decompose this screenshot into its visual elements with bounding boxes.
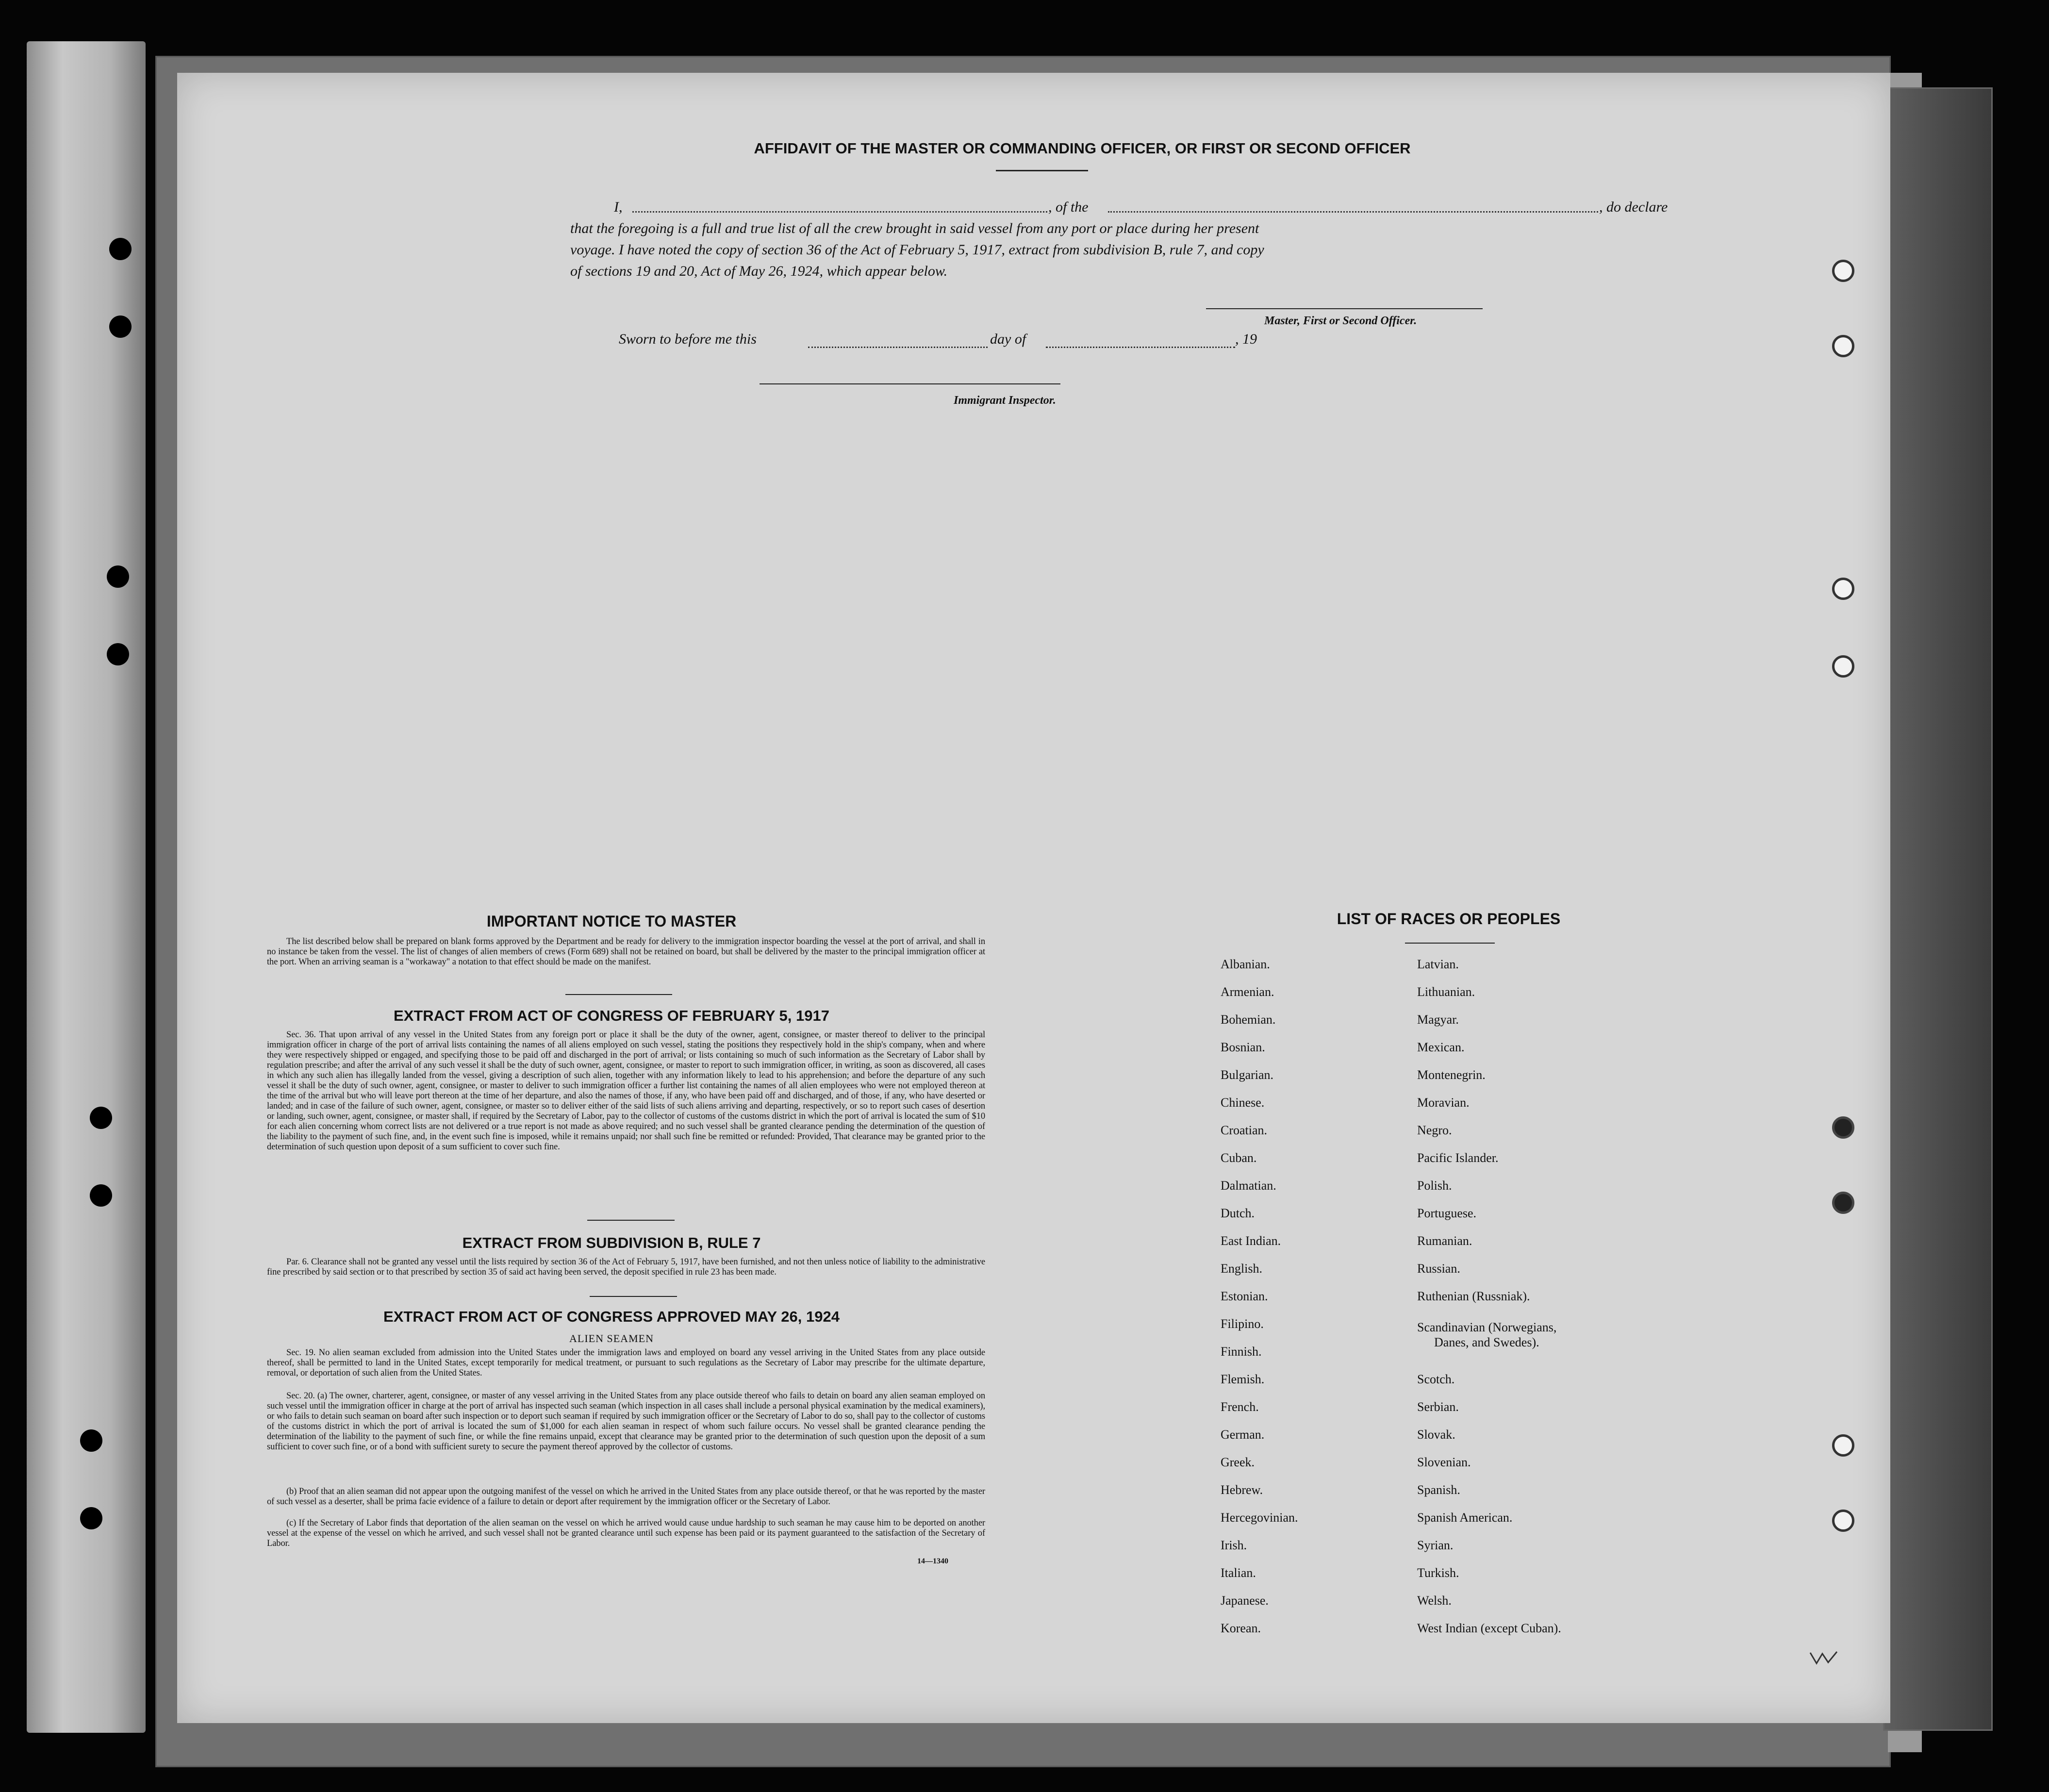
master-signature-line[interactable] (1206, 308, 1483, 309)
race-item: Rumanian. (1417, 1234, 1472, 1248)
race-item: Hercegovinian. (1221, 1510, 1298, 1525)
race-item: Dalmatian. (1221, 1178, 1276, 1193)
race-item: Filipino. (1221, 1317, 1264, 1331)
race-item: Moravian. (1417, 1095, 1470, 1110)
race-item: Danes, and Swedes). (1434, 1335, 1539, 1349)
race-item: West Indian (except Cuban). (1417, 1621, 1561, 1635)
sworn-before-label: Sworn to before me this (619, 331, 757, 347)
race-item: Hebrew. (1221, 1483, 1263, 1497)
race-item: Chinese. (1221, 1095, 1265, 1110)
race-item: Bulgarian. (1221, 1068, 1274, 1082)
race-item: Montenegrin. (1417, 1068, 1486, 1082)
race-item: Dutch. (1221, 1206, 1255, 1220)
extract-1924-title: EXTRACT FROM ACT OF CONGRESS APPROVED MAY 26, 1924 (383, 1308, 840, 1325)
race-item: Magyar. (1417, 1012, 1459, 1027)
race-item: Korean. (1221, 1621, 1261, 1635)
race-item: Latvian. (1417, 957, 1459, 971)
race-item: Lithuanian. (1417, 985, 1475, 999)
affidavit-i: I, (614, 199, 623, 215)
affidavit-of-the: , of the (1048, 199, 1089, 215)
day-of-label: day of (990, 331, 1026, 347)
page-hole (1832, 655, 1854, 678)
race-item: Negro. (1417, 1123, 1452, 1137)
form-number: 14—1340 (917, 1557, 948, 1565)
race-item: Spanish American. (1417, 1510, 1513, 1525)
binder-strip (27, 41, 146, 1733)
page-hole (1832, 1116, 1854, 1139)
race-item: Japanese. (1221, 1593, 1269, 1608)
race-item: Croatian. (1221, 1123, 1268, 1137)
race-item: Bosnian. (1221, 1040, 1265, 1054)
races-title: LIST OF RACES OR PEOPLES (1337, 910, 1561, 928)
divider (565, 994, 672, 995)
race-item: Estonian. (1221, 1289, 1268, 1303)
divider (590, 1296, 677, 1297)
year-label: , 19 (1235, 331, 1257, 347)
alien-seamen-subtitle: ALIEN SEAMEN (569, 1332, 654, 1344)
race-item: Ruthenian (Russniak). (1417, 1289, 1530, 1303)
race-item: French. (1221, 1400, 1259, 1414)
race-item: Finnish. (1221, 1344, 1262, 1359)
sec-19-body: Sec. 19. No alien seaman excluded from admission into the United States under the immigration laws and employed on board any vessel arriving in the United States from any place outside thereof, shall be permitted to land in the United States, except temporarily for medical treatment, or pursuant to such regulations as the Secretary of Labor may prescribe for the ultimate departure, removal, or deportation of such alien from the United States. (267, 1348, 985, 1378)
race-item: Irish. (1221, 1538, 1247, 1552)
race-item: Turkish. (1417, 1566, 1459, 1580)
race-item: Greek. (1221, 1455, 1255, 1469)
sec-20a-body: Sec. 20. (a) The owner, charterer, agent, consignee, or master of any vessel arriving in the United States from any place outside thereof who fails to detain on board any alien seaman employed on such vessel until the immigration officer in charge at the port of arrival has inspected such seaman (which inspection in all cases shall include a personal physical examination by the medical examiners), or who fails to detain such seaman on board after such inspection or to deport such seaman if required by such immigration officer or the Secretary of Labor to do so, shall pay to the collector of customs of the customs district in which the port of arrival is located the sum of $1,000 for each alien seaman in respect of whom such failure occurs. No vessel shall be granted clearance pending the determination of the liability to the payment of such fine, or while the fine remains unpaid, except that clearance may be granted prior to the determination of such question upon the deposit of a sum sufficient to cover such fine, or of a bond with sufficient surety to secure the payment thereof approved by the collector of customs. (267, 1391, 985, 1452)
page-hole (1832, 335, 1854, 357)
divider (996, 170, 1088, 171)
affidavit-body (570, 197, 1701, 282)
back-sheet-edge (1883, 87, 1993, 1731)
affidavit-line-2: that the foregoing is a full and true list of all the crew brought in said vessel from any port or place during her present (570, 220, 1259, 236)
binder-hole (90, 1107, 112, 1129)
race-item: East Indian. (1221, 1234, 1281, 1248)
race-item: English. (1221, 1261, 1262, 1276)
race-item: Scotch. (1417, 1372, 1455, 1386)
binder-hole (80, 1429, 102, 1452)
race-item: Flemish. (1221, 1372, 1265, 1386)
race-item: Syrian. (1417, 1538, 1454, 1552)
position-field[interactable] (1108, 211, 1598, 213)
check-mark-icon (1808, 1648, 1842, 1667)
race-item: Cuban. (1221, 1151, 1257, 1165)
affidavit-line-4: of sections 19 and 20, Act of May 26, 1924, which appear below. (570, 263, 948, 279)
race-item: Polish. (1417, 1178, 1452, 1193)
race-item: German. (1221, 1427, 1265, 1442)
document-page (177, 73, 1890, 1723)
affidavit-title: AFFIDAVIT OF THE MASTER OR COMMANDING OFFICER, OR FIRST OR SECOND OFFICER (754, 140, 1411, 157)
binder-hole (107, 643, 129, 665)
race-item: Russian. (1417, 1261, 1460, 1276)
race-item: Bohemian. (1221, 1012, 1276, 1027)
master-signature-label: Master, First or Second Officer. (1264, 315, 1417, 327)
divider (587, 1220, 675, 1221)
affidavit-line-3: voyage. I have noted the copy of section 36 of the Act of February 5, 1917, extract from subdivision B, rule 7, and copy (570, 242, 1264, 258)
sworn-month-field[interactable] (1046, 347, 1235, 348)
race-item: Italian. (1221, 1566, 1256, 1580)
inspector-label: Immigrant Inspector. (954, 394, 1056, 407)
extract-rule7-title: EXTRACT FROM SUBDIVISION B, RULE 7 (462, 1234, 761, 1251)
sec-20b-body: (b) Proof that an alien seaman did not appear upon the outgoing manifest of the vessel on which he arrived in the United States from any place outside thereof, or that he was reported by the master of such vessel as a deserter, shall be prima facie evidence of a failure to detain or deport after requirement by the immigration officer or the Secretary of Labor. (267, 1487, 985, 1507)
inspector-signature-line[interactable] (760, 383, 1060, 384)
notice-body: The list described below shall be prepared on blank forms approved by the Department and be ready for delivery to the immigration inspector boarding the vessel at the port of arrival, and shall in no instance be taken from the vessel. The list of changes of alien members of crews (Form 689) shall not be retained on board, but shall be delivered by the master to the principal immigration officer at the port. When an arriving seaman is a "workaway" a notation to that effect should be made on the manifest. (267, 937, 985, 967)
race-item: Scandinavian (Norwegians, (1417, 1320, 1557, 1334)
race-item: Spanish. (1417, 1483, 1460, 1497)
extract-1917-body: Sec. 36. That upon arrival of any vessel in the United States from any foreign port or place it shall be the duty of the owner, agent, consignee, or master thereof to deliver to the principal immigration officer in charge of the port of arrival lists containing the names of all aliens employed on such vessel, stating the positions they respectively hold in the ship's company, when and where they were respectively shipped or engaged, and specifying those to be paid off and discharged in the port of arrival; or lists containing so much of such information as the Secretary of Labor shall by regulation prescribe; and after the arrival of any such vessel it shall be the duty of such owner, agent, consignee, or master to report to such immigration officer, in writing, as soon as discovered, all cases in which any such alien has illegally landed from the vessel, giving a description of such alien, together with any information likely to lead to his apprehension; and before the departure of any such vessel it shall be the duty of such owner, agent, consignee, or master to deliver to such immigration officer a further list containing the names of all alien employees who were not employed thereon at the time of the arrival but who will leave port thereon at the time of her departure, and also the names of those, if any, who have been paid off and discharged, and of those, if any, who have deserted or landed; and in case of the failure of such owner, agent, consignee, or master so to deliver either of the said lists of such aliens arriving and departing, respectively, or so to report such cases of desertion or landing, such owner, agent, consignee, or master shall, if required by the Secretary of Labor, pay to the collector of customs of the customs district in which the port of arrival is located the sum of $10 for each alien concerning whom correct lists are not delivered or a true report is not made as above required; and no such vessel shall be granted clearance pending the determination of the question of the liability to the payment of such fine, and, in the event such fine is imposed, while it remains unpaid; nor shall such fine be remitted or refunded: Provided, That clearance may be granted prior to the determination of such question upon deposit of a sum sufficient to cover such fine. (267, 1030, 985, 1152)
race-item: Welsh. (1417, 1593, 1452, 1608)
page-hole (1832, 1510, 1854, 1532)
sec-20c-body: (c) If the Secretary of Labor finds that deportation of the alien seaman on the vessel on which he arrived would cause undue hardship to such seaman he may cause him to be deported on another vessel at the expense of the vessel on which he arrived, and such vessel shall not be granted clearance until such expense has been paid or its payment guaranteed to the satisfaction of the Secretary of Labor. (267, 1518, 985, 1548)
race-item: Pacific Islander. (1417, 1151, 1499, 1165)
page-hole (1832, 578, 1854, 600)
binder-hole (90, 1184, 112, 1207)
extract-rule7-body: Par. 6. Clearance shall not be granted any vessel until the lists required by section 36 of the Act of February 5, 1917, have been furnished, and not then unless notice of liability to the administrative fine prescribed by said section or to that prescribed by section 35 of said act having been served, the deposit specified in rule 23 has been made. (267, 1257, 985, 1277)
affidavit-do-declare: , do declare (1599, 199, 1668, 215)
race-item: Slovenian. (1417, 1455, 1471, 1469)
binder-hole (80, 1507, 102, 1529)
race-item: Slovak. (1417, 1427, 1455, 1442)
notice-title: IMPORTANT NOTICE TO MASTER (486, 913, 737, 930)
race-item: Mexican. (1417, 1040, 1465, 1054)
binder-hole (109, 238, 132, 260)
divider (1405, 943, 1495, 944)
binder-hole (107, 565, 129, 588)
race-item: Armenian. (1221, 985, 1274, 999)
page-hole (1832, 1434, 1854, 1457)
page-hole (1832, 1192, 1854, 1214)
page-hole (1832, 260, 1854, 282)
binder-hole (109, 315, 132, 338)
race-item: Portuguese. (1417, 1206, 1477, 1220)
race-item: Serbian. (1417, 1400, 1459, 1414)
extract-1917-title: EXTRACT FROM ACT OF CONGRESS OF FEBRUARY 5, 1917 (394, 1007, 829, 1024)
race-item: Albanian. (1221, 957, 1270, 971)
name-field[interactable] (632, 211, 1047, 213)
sworn-day-field[interactable] (808, 347, 988, 348)
